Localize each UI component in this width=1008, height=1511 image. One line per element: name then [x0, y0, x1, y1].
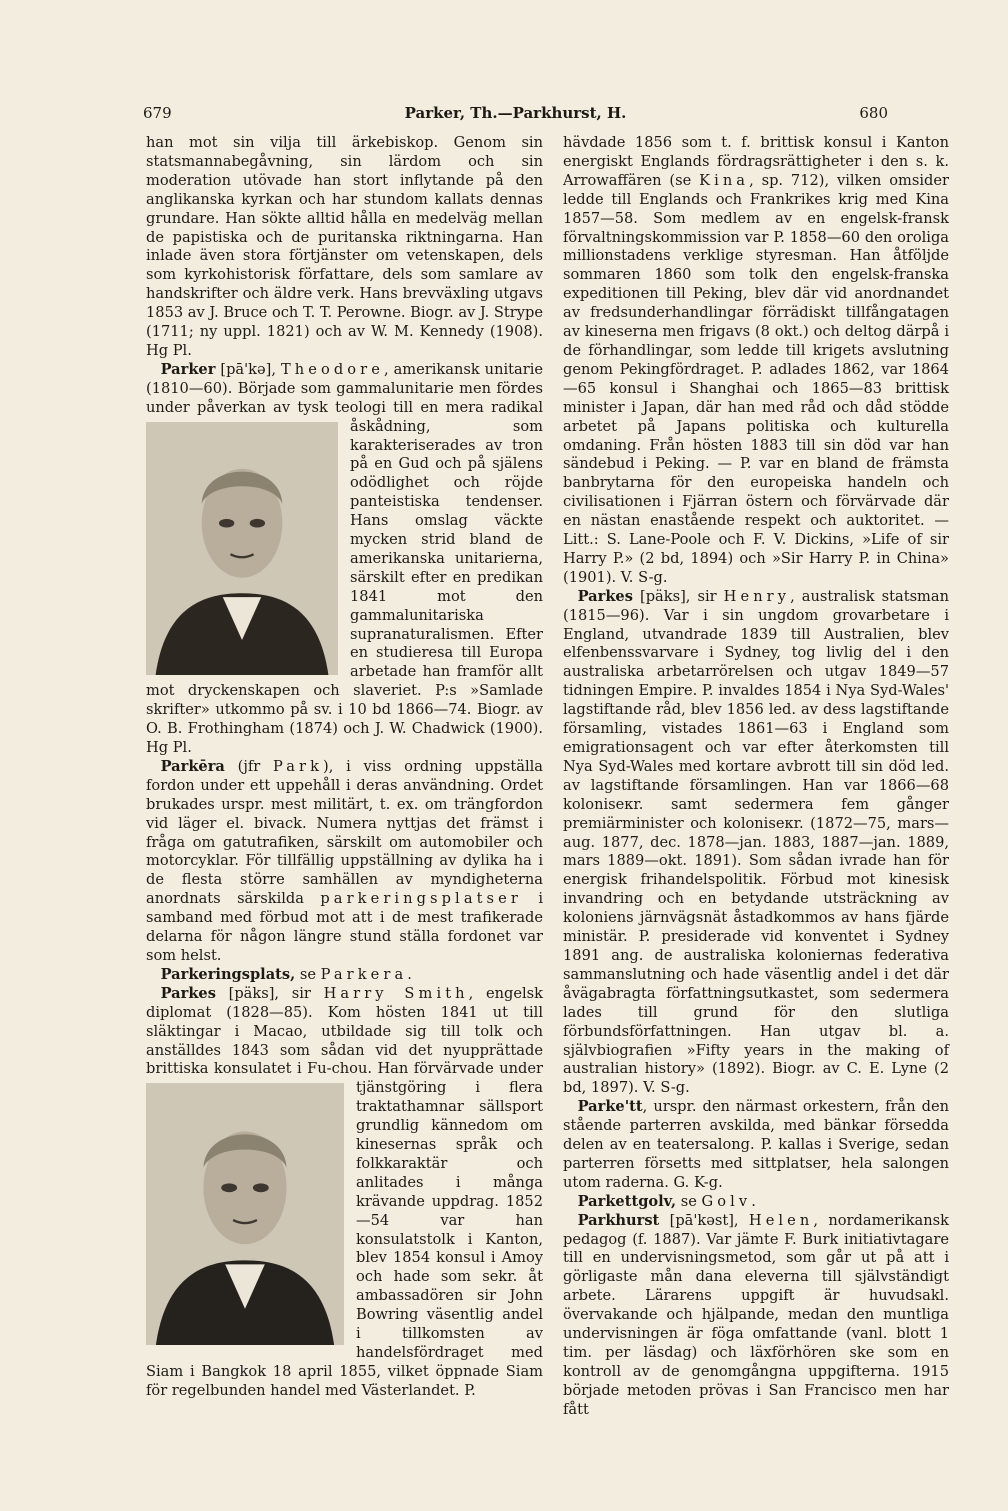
entry-parkes-henry	[563, 588, 949, 1098]
headword: Parke'tt	[577, 1098, 643, 1116]
entry-parkett	[563, 1098, 949, 1193]
entry-text: , sp. 712), vilken omsider ledde till Englands och Frankrikes krig med Kina 1857—58. Som medlem av en engelsk-fransk förvaltningskommission var P. 1858—60 den oroliga millionstadens verklige styresman. Han åtföljde sommaren 1860 som tolk den engelsk-franska expeditionen till Peking, blev där vid anordnandet av fredsunderhandlingar förrädiskt tillfångatagen av kineserna men frigavs (8 okt.) och deltog därpå i de förhandlingar, som ledde till krigets avslutning genom Pekingfördraget. P. adlades 1862, var 1864—65 konsul i Shanghai och 1865—83 brittisk minister i Japan, där han med råd och dåd stödde arbetet på Japans politiska och kulturella omdaning. Från hösten 1883 till sin död var han sändebud i Peking. — P. var en bland de främsta banbrytarna för den europeiska handeln och civilisationen i Fjärran östern och förvärvade där en nästan enastående respekt och auktoritet. — Litt.: S. Lane-Poole och F. V. Dickins, »Life of sir Harry P.» (2 bd, 1894) och »Sir Harry P. in China» (1901). V. S-g.	[563, 171, 949, 586]
headword: Parkeringsplats,	[160, 965, 296, 983]
entry-text: .	[407, 965, 412, 983]
parker-matthew-continuation: han mot sin vilja till ärkebiskop. Genom sin statsmannabegåvning, sin lärdom och sin moderation utövade han stort inflytande på den anglikanska kyrkan och har stundom kallats dennas grundare. Han sökte alltid hålla en medelväg mellan de papistiska och de puritanska riktningarna. Han inlade även stora förtjänster om vetenskapen, dels som kyrkohistorisk författare, dels som samlare av handskrifter och äldre verk. Hans brevväxling utgavs 1853 av J. Bruce och T. T. Perowne. Biogr. av J. Strype (1711; ny uppl. 1821) och av W. M. Kennedy (1908). Hg Pl.	[146, 134, 543, 359]
given-name: Helen	[748, 1211, 814, 1229]
portrait-theodore-parker	[146, 422, 338, 675]
entry-text: se	[676, 1192, 702, 1210]
portrait-eye	[253, 1184, 269, 1193]
cross-reference: Park	[272, 757, 324, 775]
entry-text-continued: åskådning, som karakteriserades av tron på en Gud och på själens odödlighet och röjde panteistiska tendenser. Hans omslag väckte mycken strid bland de amerikanska unitarierna, särskilt efter en predikan 1841 mot den gammalunitariska supranaturalismen. Efter en studieresa till Europa arbetade han framför allt mot dryckenskapen och slaveriet. P:s »Samlade skrifter» utkommo på sv. i 10 bd 1866—74. Biogr. av O. B. Frothingham (1874) och J. W. Chadwick (1900). Hg Pl.	[146, 417, 543, 756]
entry-text: hävdade 1856 som t. f. brittisk konsul i Kanton energiskt Englands fördragsrättigheter i den s. k. Arrowaffären (se	[563, 134, 949, 189]
headword: Parker	[160, 360, 216, 378]
running-head: Parker, Th.—Parkhurst, H.	[404, 104, 627, 122]
pronunciation: [päks], sir	[215, 984, 324, 1002]
portrait-harry-parkes	[146, 1083, 344, 1345]
portrait-eye	[219, 519, 234, 528]
pronunciation: [päks], sir	[632, 587, 724, 605]
entry-text: , engelsk diplomat (1828—85). Kom hösten 1841 ut till släktingar i Macao, utbildade sig till tolk och anställdes 1843 som sådan vid det nyupprättade brittiska konsulatet i Fu-chou. Han förvärvade	[146, 984, 543, 1078]
headword: Parkēra	[160, 757, 225, 775]
headword: Parkes	[160, 984, 216, 1002]
headword: Parkhurst	[577, 1211, 660, 1229]
entry-text: , urspr. den närmast orkestern, från den stående parterren avskilda, med bänkar försedda delen av en teatersalong. P. kallas i Sverige, sedan parterren försetts med sittplatser, hela salongen utom raderna. G. K-g.	[563, 1098, 949, 1191]
given-name: Harry Smith	[323, 984, 469, 1002]
left-column	[146, 134, 543, 1401]
entry-parkeringsplats	[146, 966, 543, 985]
given-name: Theodore	[280, 360, 384, 378]
right-column	[563, 134, 949, 1420]
cross-reference: Kina	[699, 171, 750, 189]
entry-parkera	[146, 758, 543, 966]
entry-text: se	[295, 965, 321, 983]
cross-reference: Parkera	[320, 965, 408, 983]
entry-parkes-harry	[146, 985, 543, 1401]
entry-parker-theodore	[146, 361, 543, 758]
cross-reference: Golv	[701, 1192, 752, 1210]
entry-text: .	[751, 1192, 756, 1210]
entry-text: ), i viss ordning uppställa fordon under ett uppehåll i deras användning. Ordet brukades urspr. mest militärt, t. ex. om trängfordon vid läger el. bivack. Numera nyttjas det främst i fråga om gatutrafiken, särskilt om automobiler och motorcyklar. För tillfällig uppställning av dylika ha i de flesta större samhällen av myndigheterna anordnats särskilda	[146, 757, 544, 908]
portrait-eye	[250, 519, 265, 528]
given-name: Henry	[723, 587, 791, 605]
headword: Parkettgolv,	[577, 1192, 677, 1210]
entry-parkettgolv	[563, 1193, 949, 1212]
parkes-harry-continuation	[563, 134, 949, 588]
pronunciation: [pā'kə],	[215, 360, 281, 378]
entry-text: , nordamerikansk pedagog (f. 1887). Var jämte F. Burk initiativtagare till en undervisningsmetod, som går ut på att i görligaste mån dana eleverna till självständigt arbete. Lärarens uppgift är huvudsakl. övervakande och hjälpande, medan den muntliga undervisningen är föga omfattande (vanl. blott 1 tim. per läsdag) och läxförhören ske som en kontroll av de genomgångna uppgifterna. 1915 började metoden prövas i San Francisco men har fått	[563, 1211, 949, 1418]
headword: Parkes	[577, 587, 633, 605]
page-number-left: 679	[143, 104, 172, 122]
entry-text: , amerikansk unitarie (1810—60). Började som gammalunitarie men fördes under påverkan av tysk teologi till en mera radikal	[146, 360, 543, 416]
entry-text: i samband med förbud mot att i de mest trafikerade delarna för någon längre stund ställa fordonet var som helst.	[146, 890, 544, 964]
entry-text: , australisk statsman (1815—96). Var i sin ungdom grovarbetare i England, utvandrade 1839 till Australien, blev elfenbenssvarvare i Sydney, tog livlig del i den australiska arbetarrörelsen och utgav 1849—57 tidningen Empire. P. invaldes 1854 i Nya Syd-Wales' lagstiftande råd, blev 1856 led. av dess lagstiftande församling, vistades 1861—63 i England som emigrationsagent och var efter återkomsten till Nya Syd-Wales med kortare avbrott till sin död led. av lagstiftande församlingen. Han var 1866—68 koloniseкr. samt sedermera fem gånger premiärminister och koloniseкr. (1872—75, mars—aug. 1877, dec. 1878—jan. 1883, 1887—jan. 1889, mars 1889—okt. 1891). Som sådan ivrade han för energisk frihandelspolitik. Förbud mot kinesisk invandring och en betydande utsträckning av koloniens järnvägsnät åstadkommos av hans fjärde ministär. P. presiderade vid konventet i Sydney 1891 ang. de australiska koloniernas federativa sammanslutning och hade väsentlig andel i det där åvägabragta författningsutkastet, som sedermera lades till grund för den slutliga förbundsförfattningen. Han utgav bl. a. självbiografien »Fifty years in the making of australian history» (1892). Biogr. av C. E. Lyne (2 bd, 1897). V. S-g.	[563, 587, 949, 1097]
portrait-eye	[221, 1184, 237, 1193]
spaced-term: parkeringsplatser	[320, 890, 522, 908]
page-header	[143, 104, 888, 128]
entry-text-continued: under tjänstgöring i flera traktathamnar sällsport grundlig kännedom om kinesernas språk och folkkaraktär och anlitades i många krävande uppdrag. 1852—54 var han konsulatstolk i Kanton, blev 1854 konsul i Amoy och hade som sekr. åt ambassadören sir John Bowring väsentlig andel i tillkomsten av handelsfördraget med Siam i Bangkok 18 april 1855, vilket öppnade Siam för regelbunden handel med Västerlandet. P.	[146, 1060, 543, 1399]
page-number-right: 680	[859, 104, 888, 122]
pronunciation: [pā'kəst],	[659, 1211, 749, 1229]
entry-parkhurst-helen	[563, 1212, 949, 1420]
entry-text: (jfr	[224, 757, 273, 775]
